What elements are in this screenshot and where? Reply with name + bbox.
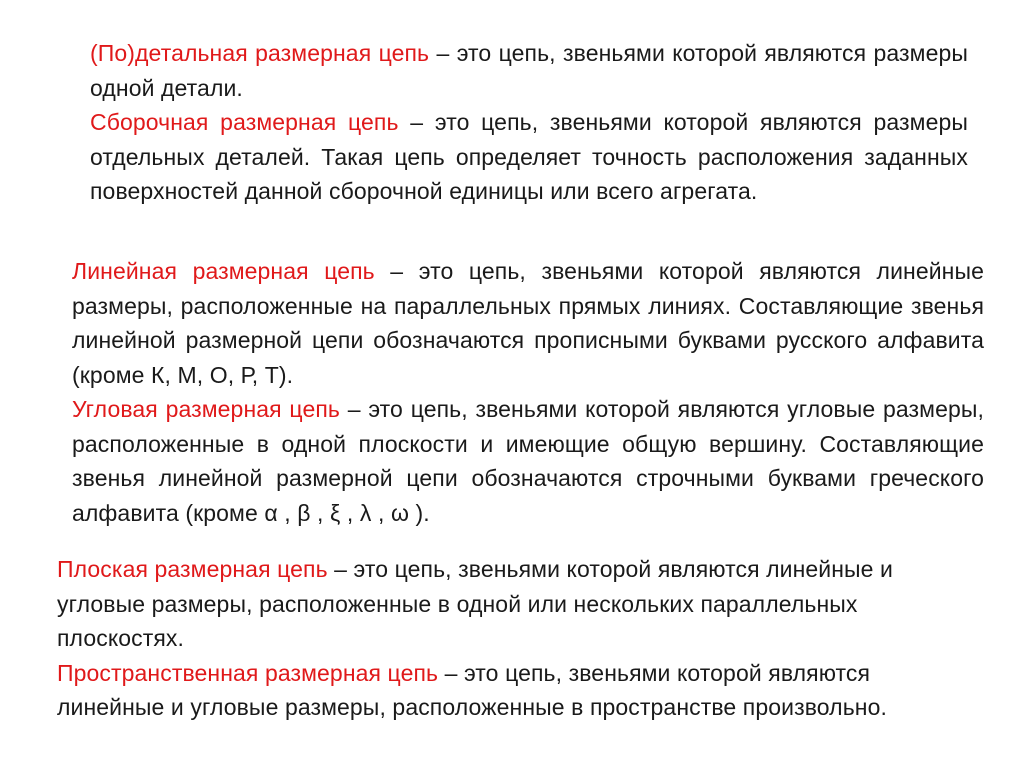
definition-part-chain-text: – это цепь, звеньями которой являются размеры одной детали. xyxy=(90,40,968,101)
term-spatial-chain: Пространственная размерная цепь xyxy=(57,659,439,686)
term-plane-chain: Плоская размерная цепь xyxy=(57,556,328,582)
term-assembly-chain: Сборочная размерная цепь xyxy=(90,109,399,135)
definition-linear-chain xyxy=(72,254,984,392)
definition-plane-chain xyxy=(57,552,973,656)
definitions-block-part-assembly xyxy=(90,36,968,209)
definition-angular-chain xyxy=(72,392,984,530)
definition-assembly-chain-text: – это цепь, звеньями которой являются размеры отдельных деталей. Такая цепь определяет точность расположения заданных поверхностей данной сборочной единицы или всего агрегата. xyxy=(90,109,969,204)
term-part-chain: (По)детальная размерная цепь xyxy=(90,40,430,66)
definitions-block-linear-angular xyxy=(72,254,984,530)
definition-angular-chain-text: – это цепь, звеньями которой являются угловые размеры, расположенные в одной плоскости и имеющие общую вершину. Составляющие звенья линейной размерной цепи обозначаются строчными буквами греческого алфавита (кроме α , β , ξ , λ , ω ). xyxy=(72,396,984,526)
term-linear-chain: Линейная размерная цепь xyxy=(72,258,375,284)
term-angular-chain: Угловая размерная цепь xyxy=(72,396,340,422)
definition-spatial-chain xyxy=(57,656,973,725)
definitions-block-plane-spatial xyxy=(57,552,973,725)
definition-assembly-chain xyxy=(90,105,968,209)
definition-part-chain xyxy=(90,36,968,105)
definition-spatial-chain-text: – это цепь, звеньями которой являются линейные и угловые размеры, расположенные в пространстве произвольно. xyxy=(57,659,887,720)
definition-plane-chain-text: – это цепь, звеньями которой являются линейные и угловые размеры, расположенные в одной или нескольких параллельных плоскостях. xyxy=(57,556,893,651)
definition-linear-chain-text: – это цепь, звеньями которой являются линейные размеры, расположенные на параллельных прямых линиях. Составляющие звенья линейной размерной цепи обозначаются прописными буквами русского алфавита (кроме К, М, О, Р, Т). xyxy=(72,258,984,388)
